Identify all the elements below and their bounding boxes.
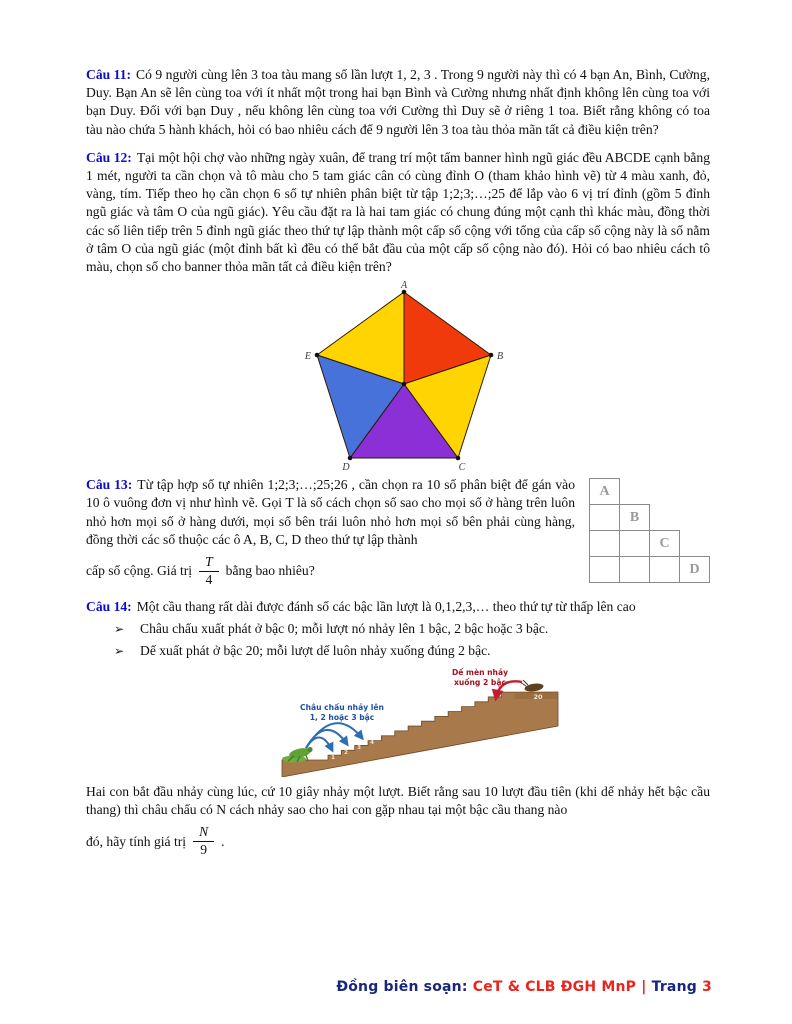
jump-arc-3: [306, 723, 362, 748]
question-14: [86, 598, 710, 616]
question-12-text: Tại một hội chợ vào những ngày xuân, để trang trí một tấm banner hình ngũ giác đều ABCDE cạnh bằng 1 mét, người ta cần chọn và tô màu cho 5 tam giác cân có cùng đỉnh O (tham khảo hình vẽ) từ 4 màu xanh, đỏ, vàng, tím. Tiếp theo họ cần chọn 6 số tự nhiên phân biệt từ tập 1;2;3;…;25 để lắp vào 6 vị trí đỉnh (gồm 5 đỉnh ngũ giác và tâm O của ngũ giác). Yêu cầu đặt ra là hai tam giác có chung đúng một cạnh thì khác màu, đồng thời các số liên tiếp trên 5 đỉnh ngũ giác theo thứ tự lập thành một cấp số cộng với tổng của cấp số cộng này là số nằm ở tâm O của ngũ giác (một đỉnh bất kì đều có thể bắt đầu của một cấp số cộng nào đó). Hỏi có bao nhiêu cách tô màu, chọn số cho banner thỏa mãn tất cả điều kiện trên?: [86, 149, 710, 275]
cricket-icon: [520, 680, 544, 693]
footer-separator: |: [641, 978, 647, 995]
fraction-N-over-9: [193, 825, 214, 858]
staircase-grid-figure: [589, 478, 710, 583]
step-number-4: 4: [370, 740, 374, 747]
q13-tail-post: bằng bao nhiêu?: [225, 563, 315, 579]
q14-tail-pre: đó, hãy tính giá trị: [86, 833, 187, 849]
pentagon-svg: [304, 280, 504, 472]
grid-row-3: [590, 531, 710, 557]
question-13-fraction-line: [86, 555, 575, 588]
footer-page-word: Trang: [651, 978, 697, 995]
question-11-text: Có 9 người cùng lên 3 toa tàu mang số lần lượt 1, 2, 3 . Trong 9 người này thì có 4 bạn An, Bình, Cường, Duy. Bạn An sẽ lên cùng toa với ít nhất một trong hai bạn Bình và Cường nhưng nhất định không lên cùng toa với bạn Duy. Đối với bạn Duy , nếu không lên cùng toa với Cường thì Duy sẽ ở riêng 1 toa. Biết rằng không có toa tàu nào chứa 5 hành khách, hỏi có bao nhiêu cách để 9 người lên 3 toa tàu thỏa mãn tất cả điều kiện trên?: [86, 67, 710, 137]
vertex-C-dot: [456, 456, 461, 461]
vertex-B-label: B: [497, 351, 504, 363]
fraction-T-over-4: [199, 555, 219, 588]
grid-row-1: [590, 479, 710, 505]
footer-label: Đồng biên soạn:: [336, 978, 468, 995]
stairs-illustration: [270, 664, 565, 777]
fraction-denominator: 9: [200, 842, 207, 858]
grid-cell-C: C: [649, 530, 680, 557]
cricket-label-line2: xuống 2 bậc: [454, 678, 506, 688]
center-O-dot: [402, 382, 407, 387]
stairs-svg: [270, 664, 565, 777]
bullet-text-1: Châu chấu xuất phát ở bậc 0; mỗi lượt nó nhảy lên 1 bậc, 2 bậc hoặc 3 bậc.: [140, 621, 549, 637]
question-12: [86, 149, 710, 276]
question-13-block: [86, 476, 710, 588]
question-14-bullets: [114, 620, 710, 660]
grid-cell-B: B: [619, 504, 650, 531]
fraction-numerator: N: [193, 825, 214, 842]
grasshopper-label-line2: 1, 2 hoặc 3 bậc: [309, 713, 375, 723]
question-11-label: Câu 11:: [86, 67, 132, 82]
footer-page-number: 3: [702, 978, 712, 995]
grid-cell: [589, 504, 620, 531]
vertex-D-dot: [348, 456, 353, 461]
cricket-label-line1: Dế mèn nhảy: [451, 668, 509, 678]
grid-row-2: [590, 505, 710, 531]
step-number-3: 3: [357, 745, 361, 752]
bullet-item: [114, 620, 710, 638]
pentagon-figure: [304, 280, 504, 472]
grid-cell-D: D: [679, 556, 710, 583]
step-number-1: 1: [331, 755, 335, 762]
question-14-intro: Một cầu thang rất dài được đánh số các bậc lần lượt là 0,1,2,3,… theo thứ tự từ thấp lên cao: [136, 598, 636, 614]
step-number-20: 20: [533, 693, 543, 702]
grid-cell: [649, 556, 680, 583]
footer-authors: CeT & CLB ĐGH MnP: [472, 978, 637, 995]
vertex-D-label: D: [342, 462, 350, 473]
grid-cell-A: A: [589, 478, 620, 505]
q13-tail-pre: cấp số cộng. Giá trị: [86, 563, 193, 579]
question-11: [86, 66, 710, 139]
grid-cell: [619, 556, 650, 583]
question-13-label: Câu 13:: [86, 477, 133, 493]
question-14-outro: Hai con bắt đầu nhảy cùng lúc, cứ 10 giây nhảy một lượt. Biết rằng sau 10 lượt đầu tiên (khi dế nhảy hết bậc cầu thang) thì châu chấu có N cách nhảy sao cho hai con gặp nhau tại một bậc cầu thang nào: [86, 784, 710, 818]
grid-cell: [589, 530, 620, 557]
bullet-text-2: Dế xuất phát ở bậc 20; mỗi lượt dế luôn nhảy xuống đúng 2 bậc.: [140, 642, 491, 658]
arrow-bullet-icon: ➢: [114, 643, 125, 658]
q14-tail-post: .: [221, 833, 225, 849]
question-14-label: Câu 14:: [86, 598, 132, 614]
question-14-fraction-line: [86, 825, 710, 858]
grasshopper-label-line1: Châu chấu nhảy lên: [300, 703, 384, 713]
grid-cell: [589, 556, 620, 583]
vertex-C-label: C: [458, 462, 466, 473]
vertex-E-dot: [315, 353, 320, 358]
grid-row-4: [590, 557, 710, 583]
fraction-denominator: 4: [205, 572, 213, 587]
bullet-item: [114, 642, 710, 660]
question-13-text: Từ tập hợp số tự nhiên 1;2;3;…;25;26 , cần chọn ra 10 số phân biệt để gán vào 10 ô vuông đơn vị như hình vẽ. Gọi T là số cách chọn số sao cho mọi số ở hàng trên luôn nhỏ hơn mọi số ở hàng dưới, mọi số bên trái luôn nhỏ hơn mọi số bên phải cùng hàng, đồng thời các số thuộc các ô A, B, C, D theo thứ tự lập thành: [86, 477, 575, 547]
fraction-numerator: T: [199, 555, 219, 572]
step-number-2: 2: [344, 750, 348, 757]
vertex-E-label: E: [304, 351, 311, 363]
grid-cell: [619, 530, 650, 557]
vertex-B-dot: [489, 353, 494, 358]
arrow-bullet-icon: ➢: [114, 622, 125, 637]
question-12-label: Câu 12:: [86, 149, 132, 165]
page-footer: [336, 978, 712, 996]
vertex-A-label: A: [400, 280, 408, 292]
